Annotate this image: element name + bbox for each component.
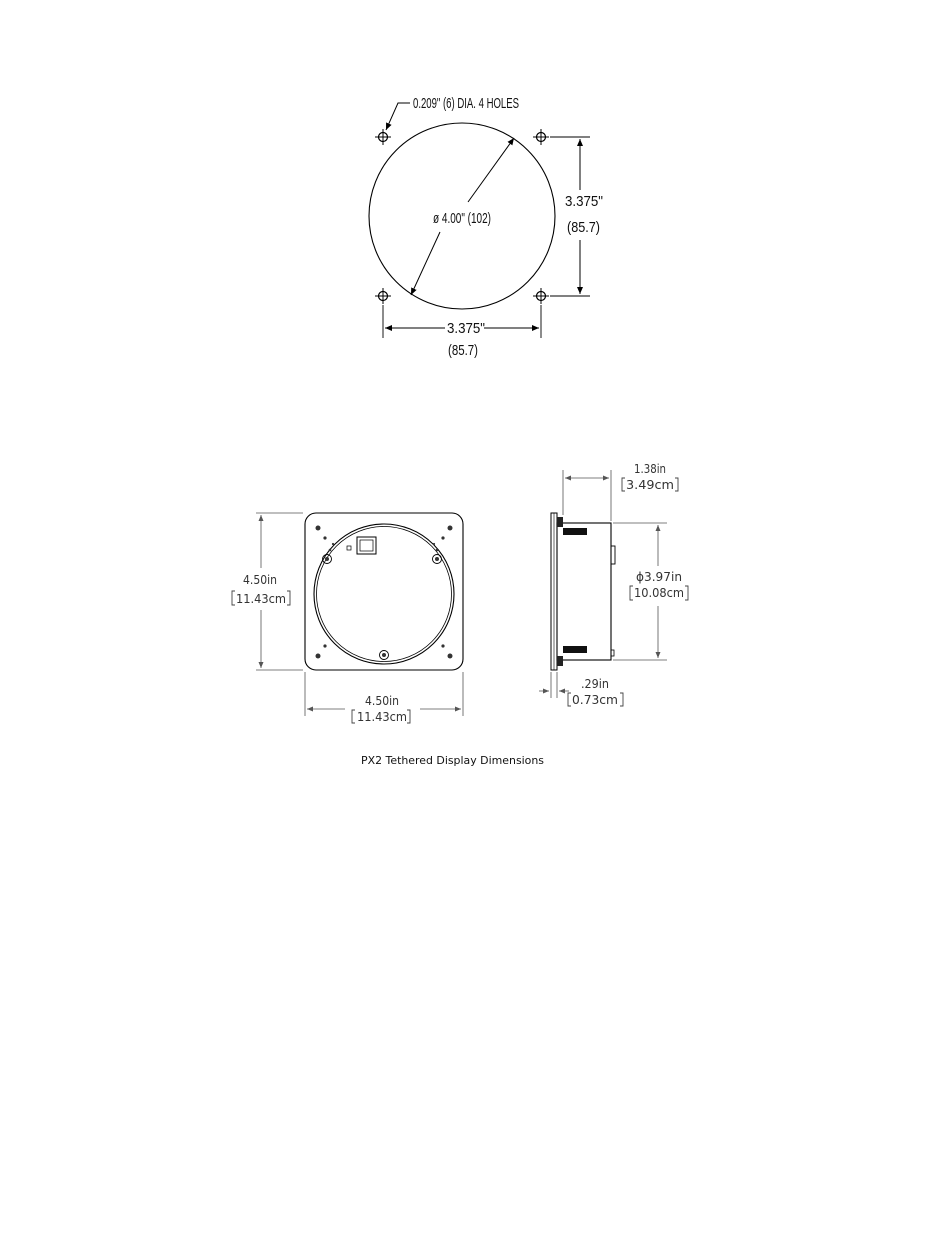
side-gasket-bottom <box>563 646 587 653</box>
holes-label: 0.209" (6) DIA. 4 HOLES <box>413 95 519 112</box>
side-dia-bracket-left <box>630 586 633 600</box>
horizontal-dimension-in: 3.375" <box>447 320 485 337</box>
horizontal-dimension-mm: (85.7) <box>448 342 479 359</box>
mounting-hole-bottom-right <box>533 288 549 304</box>
front-width-bracket-right <box>407 710 410 723</box>
front-bezel <box>305 513 463 670</box>
front-mount-screw-bottom <box>380 651 389 660</box>
figure-caption: PX2 Tethered Display Dimensions <box>361 754 545 767</box>
front-height-bracket-right <box>287 591 290 605</box>
front-screw-bl2 <box>323 644 326 647</box>
front-dot-2 <box>436 549 439 552</box>
side-clip-top <box>557 517 563 527</box>
front-dot-3 <box>332 543 334 545</box>
diameter-label: ø 4.00" (102) <box>433 210 491 227</box>
front-screw-br <box>448 654 453 659</box>
front-screw-tr <box>448 526 453 531</box>
front-width-bracket-left <box>352 710 355 723</box>
vertical-dimension-in: 3.375" <box>565 193 603 210</box>
front-dot-4 <box>433 543 435 545</box>
front-screw-bl <box>316 654 321 659</box>
side-body <box>557 523 611 660</box>
diameter-arrow-upper <box>468 138 514 202</box>
mounting-hole-top-right <box>533 129 549 145</box>
front-screw-tr2 <box>441 536 444 539</box>
front-connector-inner <box>360 540 373 551</box>
front-height-cm: 11.43cm <box>236 592 286 606</box>
front-display-outer <box>314 524 454 664</box>
diameter-arrow-lower <box>411 232 440 295</box>
side-depth-cm: 3.49cm <box>626 478 674 492</box>
side-flange-cm: 0.73cm <box>572 693 618 707</box>
front-width-cm: 11.43cm <box>357 710 407 724</box>
front-screw-tl2 <box>323 536 326 539</box>
side-depth-bracket-right <box>675 478 678 491</box>
side-gasket-top <box>563 528 587 535</box>
front-display-inner <box>317 527 452 662</box>
mounting-hole-top-left <box>375 129 391 145</box>
cutout-drawing <box>369 95 603 359</box>
hole-leader-line <box>386 103 410 130</box>
front-height-in: 4.50in <box>243 573 277 587</box>
front-indicator <box>347 546 351 550</box>
vertical-dimension-mm: (85.7) <box>567 219 601 236</box>
side-flange-in: .29in <box>581 677 609 691</box>
side-flange-bracket-left <box>568 693 571 706</box>
side-diameter-cm: 10.08cm <box>634 586 684 600</box>
side-depth-in: 1.38in <box>634 462 666 476</box>
front-view-drawing <box>232 513 463 724</box>
mounting-hole-bottom-left <box>375 288 391 304</box>
side-diameter-in: ϕ3.97in <box>636 570 682 584</box>
front-width-in: 4.50in <box>365 694 399 708</box>
front-screw-tl <box>316 526 321 531</box>
front-mount-screw-right <box>433 555 442 564</box>
side-flange-bracket-right <box>620 693 623 706</box>
front-height-bracket-left <box>232 591 235 605</box>
side-view-drawing <box>539 462 688 707</box>
side-depth-bracket-left <box>622 478 625 491</box>
side-clip-bottom <box>557 656 563 666</box>
front-screw-br2 <box>441 644 444 647</box>
side-connector <box>611 546 615 564</box>
side-dia-bracket-right <box>685 586 688 600</box>
front-dot-1 <box>329 549 332 552</box>
